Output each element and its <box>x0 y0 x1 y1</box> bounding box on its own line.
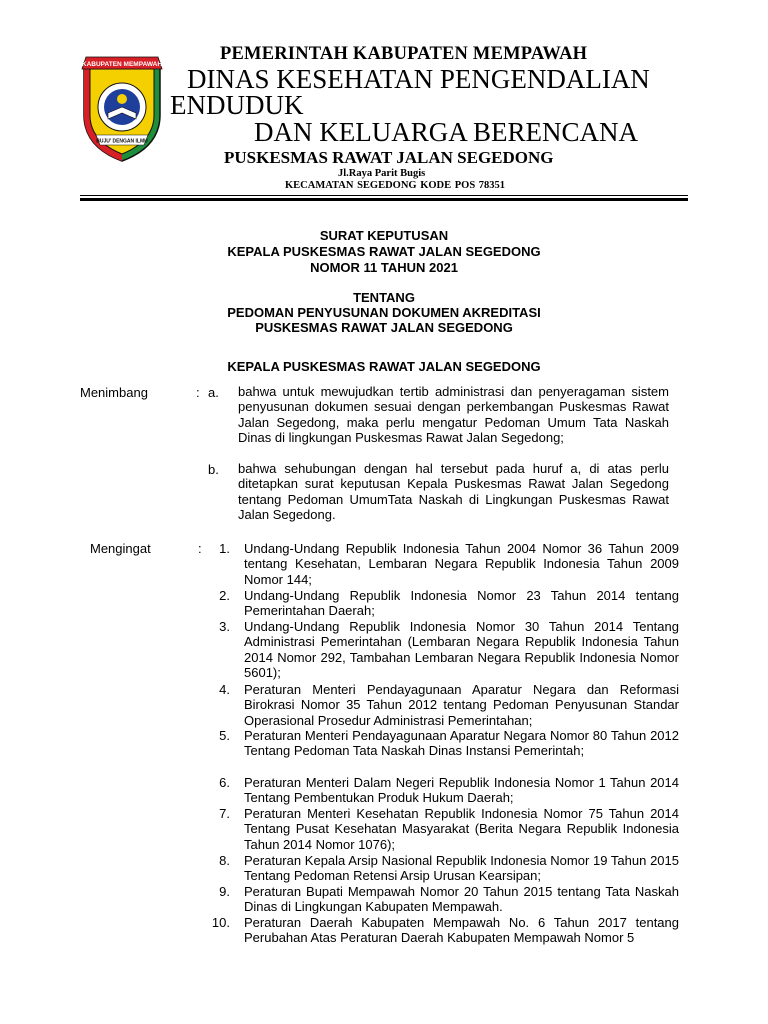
mengingat-item: Peraturan Menteri Pendayagunaan Aparatur Negara Nomor 80 Tahun 2012 Tentang Pedoman Tata Naskah Dinas Instansi Pemerintah; <box>244 728 679 759</box>
letterhead-divider-thick <box>80 198 688 201</box>
mengingat-label: Mengingat <box>90 541 151 556</box>
decree-authority: KEPALA PUSKESMAS RAWAT JALAN SEGEDONG <box>227 359 541 374</box>
mengingat-number: 9. <box>219 884 230 899</box>
logo-ribbon-bottom: BUJU' DENGAN ILMU <box>96 138 148 145</box>
menimbang-colon: : <box>196 385 200 400</box>
decree-title: SURAT KEPUTUSAN <box>319 228 449 243</box>
decree-number: NOMOR 11 TAHUN 2021 <box>310 260 458 275</box>
mengingat-number: 10. <box>211 915 230 930</box>
logo-ribbon-top: KABUPATEN MEMPAWAH <box>81 61 163 68</box>
menimbang-label: Menimbang <box>80 385 148 400</box>
menimbang-item-a: bahwa untuk mewujudkan tertib administrasi dan penyeragaman sistem penyusunan dokumen sesuai dengan perkembangan Puskesmas Rawat Jalan Segedong, maka perlu mengatur Pedoman Umum Tata Naskah Dinas di lingkungan Puskesmas Rawat Jalan Segedong; <box>238 384 669 446</box>
mengingat-item: Peraturan Menteri Dalam Negeri Republik Indonesia Nomor 1 Tahun 2014 Tentang Pembentukan Produk Hukum Daerah; <box>244 775 679 806</box>
letterhead-divider-thin <box>80 195 688 196</box>
decree-subject-line-1: PEDOMAN PENYUSUNAN DOKUMEN AKREDITASI <box>227 305 541 320</box>
mengingat-item: Peraturan Menteri Pendayagunaan Aparatur Negara dan Reformasi Birokrasi Nomor 35 Tahun 2012 tentang Pedoman Penyusunan Standar Operasional Prosedur Administrasi Pemerintahan; <box>244 682 679 728</box>
mengingat-item: Peraturan Kepala Arsip Nasional Republik Indonesia Nomor 19 Tahun 2015 Tentang Pedoman Retensi Arsip Urusan Kearsipan; <box>244 853 679 884</box>
mengingat-item: Undang-Undang Republik Indonesia Tahun 2004 Nomor 36 Tahun 2009 tentang Kesehatan, Lembaran Negara Republik Indonesia Tahun 2009 Nomor 144; <box>244 541 679 587</box>
decree-issuer: KEPALA PUSKESMAS RAWAT JALAN SEGEDONG <box>227 244 541 259</box>
mengingat-item: Peraturan Bupati Mempawah Nomor 20 Tahun 2015 tentang Tata Naskah Dinas di Lingkungan Kabupaten Mempawah. <box>244 884 679 915</box>
mengingat-number: 6. <box>219 775 230 790</box>
mengingat-number: 8. <box>219 853 230 868</box>
mengingat-item: Peraturan Menteri Kesehatan Republik Indonesia Nomor 75 Tahun 2014 Tentang Pusat Kesehatan Masyarakat (Berita Negara Republik Indonesia Tahun 2014 Nomor 1076); <box>244 806 679 852</box>
district-postcode: KECAMATAN SEGEDONG KODE POS 78351 <box>285 180 506 191</box>
menimbang-marker-a: a. <box>208 385 219 400</box>
mengingat-item: Peraturan Daerah Kabupaten Mempawah No. 6 Tahun 2017 tentang Perubahan Atas Peraturan Daerah Kabupaten Mempawah Nomor 5 <box>244 915 679 946</box>
decree-subject-line-2: PUSKESMAS RAWAT JALAN SEGEDONG <box>255 320 513 335</box>
address: Jl.Raya Parit Bugis <box>338 168 426 179</box>
government-name: PEMERINTAH KABUPATEN MEMPAWAH <box>220 44 588 64</box>
decree-about: TENTANG <box>353 290 415 305</box>
agency-name-line-3: DAN KELUARGA BERENCANA <box>254 117 638 147</box>
mengingat-item: Undang-Undang Republik Indonesia Nomor 23 Tahun 2014 tentang Pemerintahan Daerah; <box>244 588 679 619</box>
puskesmas-name: PUSKESMAS RAWAT JALAN SEGEDONG <box>224 148 554 167</box>
mengingat-number: 2. <box>219 588 230 603</box>
mengingat-number: 7. <box>219 806 230 821</box>
mengingat-colon: : <box>198 541 202 556</box>
kabupaten-mempawah-emblem-icon <box>78 55 166 165</box>
menimbang-marker-b: b. <box>208 462 219 477</box>
mengingat-number: 5. <box>219 728 230 743</box>
menimbang-item-b: bahwa sehubungan dengan hal tersebut pada huruf a, di atas perlu ditetapkan surat keputusan Kepala Puskesmas Rawat Jalan Segedong tentang Pedoman UmumTata Naskah di Lingkungan Puskesmas Rawat Jalan Segedong. <box>238 461 669 523</box>
mengingat-number: 4. <box>219 682 230 697</box>
mengingat-item: Undang-Undang Republik Indonesia Nomor 30 Tahun 2014 Tentang Administrasi Pemerintahan (Lembaran Negara Republik Indonesia Tahun 2014 Nomor 292, Tambahan Lembaran Negara Republik Indonesia Nomor 5601); <box>244 619 679 681</box>
agency-name-line-1: DINAS KESEHATAN PENGENDALIAN <box>187 64 650 94</box>
agency-name-line-2: ENDUDUK <box>170 90 304 120</box>
mengingat-number: 3. <box>219 619 230 634</box>
mengingat-number: 1. <box>219 541 230 556</box>
